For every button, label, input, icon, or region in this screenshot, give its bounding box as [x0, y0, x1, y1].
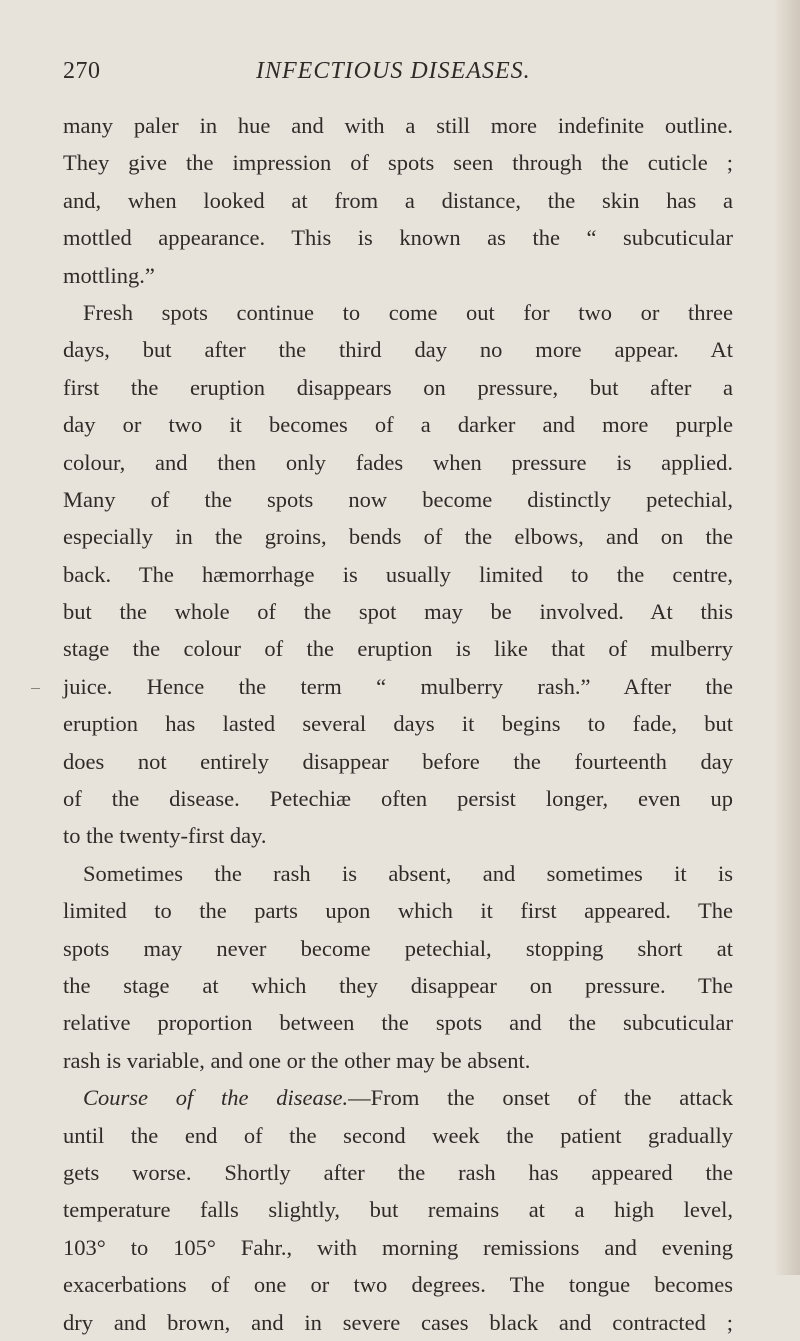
text-line: but the whole of the spot may be involved. At this: [63, 599, 733, 625]
page-edge-shadow: [774, 0, 800, 1275]
text-line: back. The hæmorrhage is usually limited to the centre,: [63, 561, 733, 587]
page-header: [63, 58, 723, 94]
text-line: stage the colour of the eruption is like that of mulberry: [63, 636, 733, 662]
text-line: They give the impression of spots seen through the cuticle ;: [63, 150, 733, 176]
text-line: spots may never become petechial, stopping short at: [63, 935, 733, 961]
text-line: first the eruption disappears on pressure, but after a: [63, 374, 733, 400]
text-line: mottled appearance. This is known as the “ subcuticular: [63, 225, 733, 251]
text-line: Many of the spots now become distinctly petechial,: [63, 486, 733, 512]
text-line: temperature falls slightly, but remains at a high level,: [63, 1197, 733, 1223]
text-line: Course of the disease.—From the onset of the attack: [83, 1085, 733, 1111]
text-line: eruption has lasted several days it begins to fade, but: [63, 711, 733, 737]
text-line: and, when looked at from a distance, the skin has a: [63, 187, 733, 213]
text-line: days, but after the third day no more appear. At: [63, 337, 733, 363]
text-line: exacerbations of one or two degrees. The tongue becomes: [63, 1272, 733, 1298]
text-line: colour, and then only fades when pressure is applied.: [63, 449, 733, 475]
text-line: gets worse. Shortly after the rash has appeared the: [63, 1159, 733, 1185]
body-text: [63, 107, 733, 1341]
page-number: 270: [63, 58, 101, 84]
text-line: rash is variable, and one or the other may be absent.: [63, 1047, 531, 1073]
text-line: 103° to 105° Fahr., with morning remissions and evening: [63, 1234, 733, 1260]
text-line: Sometimes the rash is absent, and sometimes it is: [83, 860, 733, 886]
text-line: many paler in hue and with a still more indefinite outline.: [63, 113, 733, 138]
text-line: dry and brown, and in severe cases black and contracted ;: [63, 1309, 733, 1335]
text-line: juice. Hence the term “ mulberry rash.” After the: [63, 673, 733, 699]
text-line: day or two it becomes of a darker and more purple: [63, 412, 733, 438]
text-line: of the disease. Petechiæ often persist longer, even up: [63, 786, 733, 812]
text-line: relative proportion between the spots and the subcuticular: [63, 1010, 733, 1036]
text-line: limited to the parts upon which it first appeared. The: [63, 898, 733, 924]
margin-mark: [31, 688, 40, 689]
text-line: Fresh spots continue to come out for two or three: [83, 299, 733, 325]
text-line: until the end of the second week the patient gradually: [63, 1122, 733, 1148]
text-line: does not entirely disappear before the fourteenth day: [63, 748, 733, 774]
section-heading: Course of the disease.: [83, 1085, 349, 1111]
text-line: especially in the groins, bends of the elbows, and on the: [63, 524, 733, 550]
text-line: to the twenty-first day.: [63, 823, 267, 849]
text-line: mottling.”: [63, 262, 155, 288]
text-line: the stage at which they disappear on pressure. The: [63, 972, 733, 998]
running-title: INFECTIOUS DISEASES.: [256, 58, 531, 84]
